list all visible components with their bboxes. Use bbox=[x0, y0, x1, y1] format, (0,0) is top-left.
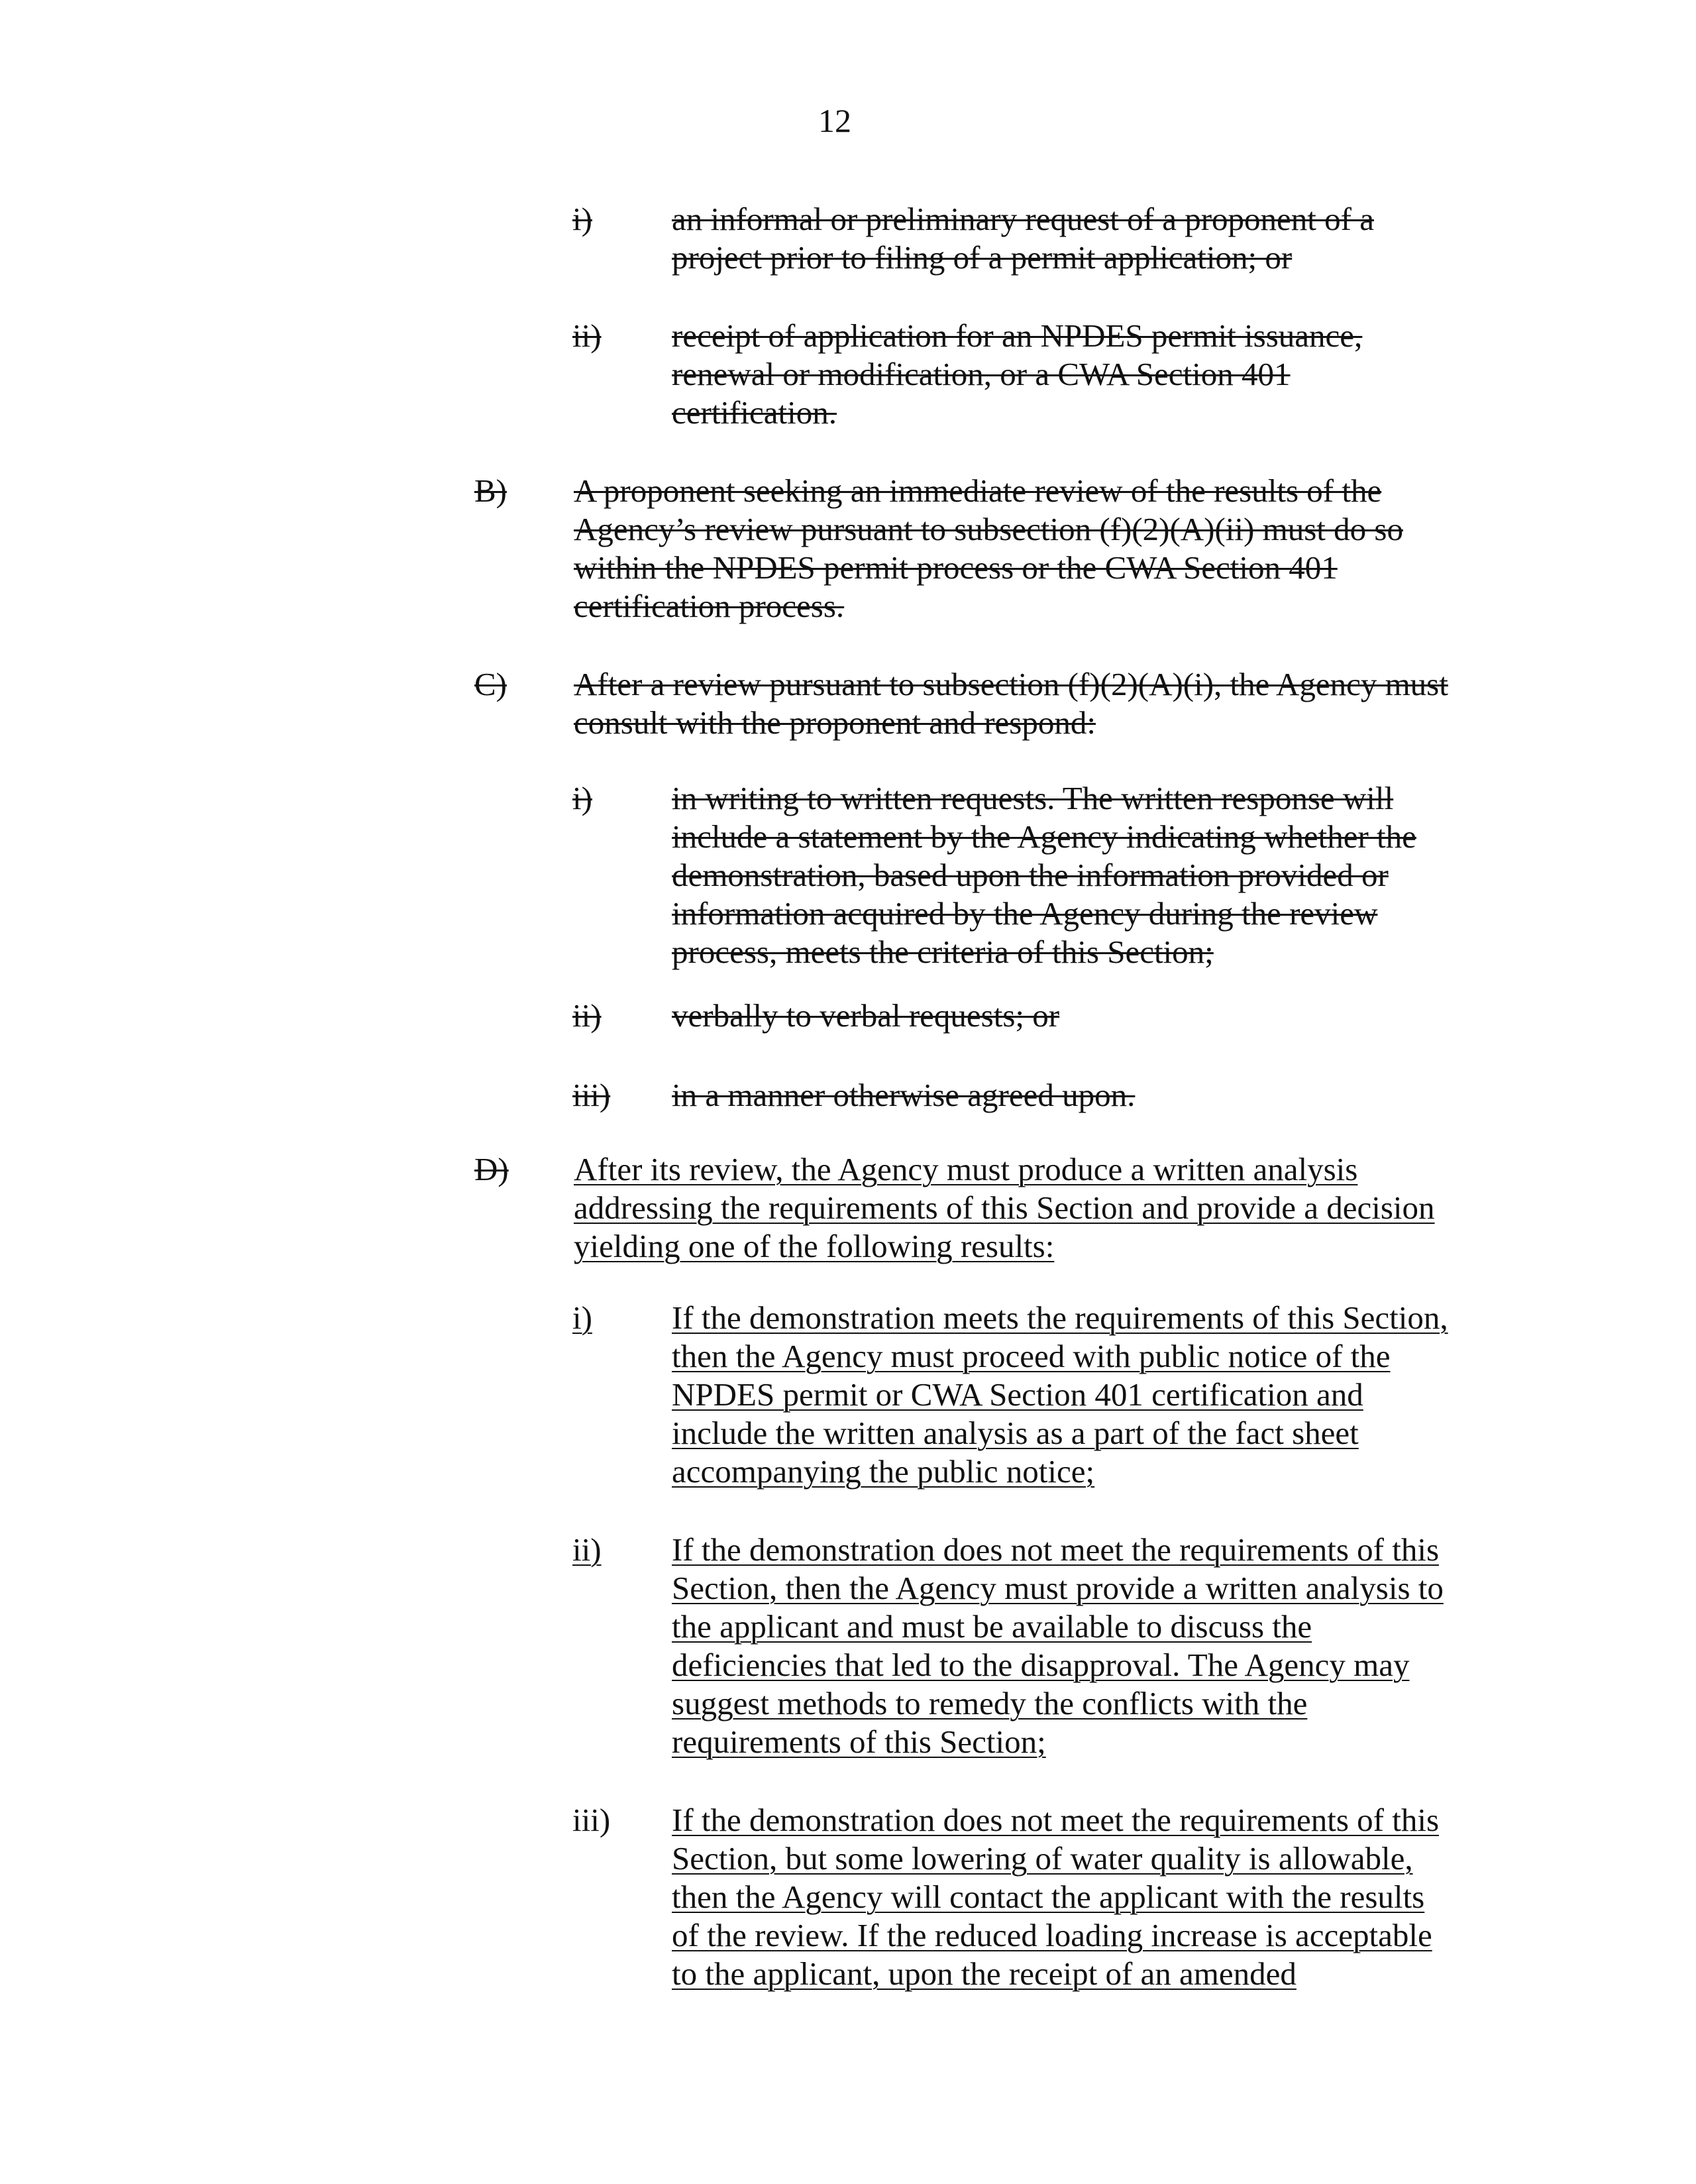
text-line: in writing to written requests. The written response will bbox=[672, 780, 1394, 816]
item-text bbox=[574, 1150, 1488, 1266]
item-text bbox=[672, 1531, 1493, 1761]
text-line: If the demonstration meets the requirements of this Section, bbox=[672, 1299, 1448, 1336]
text-line: addressing the requirements of this Section and provide a decision bbox=[574, 1189, 1435, 1226]
text-line: of the review. If the reduced loading increase is acceptable bbox=[672, 1917, 1432, 1953]
item-text bbox=[574, 472, 1488, 626]
text-line: After its review, the Agency must produce a written analysis bbox=[574, 1151, 1358, 1187]
item-label: iii) bbox=[572, 1077, 611, 1113]
item-text bbox=[574, 665, 1488, 742]
text-line: If the demonstration does not meet the requirements of this bbox=[672, 1531, 1440, 1568]
item-label: i) bbox=[572, 780, 592, 816]
text-line: certification process. bbox=[574, 588, 845, 624]
text-line: to the applicant, upon the receipt of an amended bbox=[672, 1955, 1297, 1992]
text-line: demonstration, based upon the information provided or bbox=[672, 857, 1389, 893]
text-line: receipt of application for an NPDES permit issuance, bbox=[672, 317, 1363, 354]
text-line: accompanying the public notice; bbox=[672, 1453, 1095, 1490]
text-line: yielding one of the following results: bbox=[574, 1228, 1055, 1264]
text-line: renewal or modification, or a CWA Section 401 bbox=[672, 356, 1291, 392]
text-line: requirements of this Section; bbox=[672, 1723, 1046, 1760]
item-label: i) bbox=[572, 201, 592, 237]
item-text bbox=[672, 1801, 1493, 1993]
item-label: C) bbox=[474, 666, 507, 702]
item-text bbox=[672, 317, 1467, 432]
text-line: within the NPDES permit process or the CWA Section 401 bbox=[574, 549, 1338, 586]
page-number: 12 bbox=[818, 102, 851, 139]
text-line: Agency’s review pursuant to subsection (f)(2)(A)(ii) must do so bbox=[574, 511, 1403, 547]
item-text bbox=[672, 200, 1467, 277]
item-label: i) bbox=[572, 1299, 592, 1336]
text-line: deficiencies that led to the disapproval. The Agency may bbox=[672, 1647, 1410, 1683]
item-label: B) bbox=[474, 472, 507, 509]
text-line: suggest methods to remedy the conflicts with the bbox=[672, 1685, 1308, 1721]
text-line: Section, but some lowering of water quality is allowable, bbox=[672, 1840, 1413, 1877]
text-line: If the demonstration does not meet the requirements of this bbox=[672, 1802, 1440, 1838]
text-line: project prior to filing of a permit application; or bbox=[672, 239, 1293, 276]
item-text bbox=[672, 997, 1467, 1035]
text-line: an informal or preliminary request of a proponent of a bbox=[672, 201, 1374, 237]
text-line: in a manner otherwise agreed upon. bbox=[672, 1077, 1136, 1113]
item-text bbox=[672, 1076, 1467, 1115]
text-line: include a statement by the Agency indicating whether the bbox=[672, 818, 1416, 855]
text-line: the applicant and must be available to discuss the bbox=[672, 1608, 1312, 1645]
item-label: D) bbox=[474, 1151, 509, 1187]
text-line: process, meets the criteria of this Section; bbox=[672, 934, 1214, 970]
item-text bbox=[672, 779, 1480, 971]
item-label: iii) bbox=[572, 1802, 611, 1838]
text-line: Section, then the Agency must provide a written analysis to bbox=[672, 1570, 1444, 1606]
text-line: then the Agency must proceed with public notice of the bbox=[672, 1338, 1391, 1374]
text-line: verbally to verbal requests; or bbox=[672, 997, 1060, 1034]
text-line: NPDES permit or CWA Section 401 certification and bbox=[672, 1376, 1363, 1413]
text-line: certification. bbox=[672, 394, 837, 431]
item-label: ii) bbox=[572, 997, 602, 1034]
text-line: After a review pursuant to subsection (f)(2)(A)(i), the Agency must bbox=[574, 666, 1448, 702]
text-line: then the Agency will contact the applicant with the results bbox=[672, 1879, 1425, 1915]
text-line: include the written analysis as a part of the fact sheet bbox=[672, 1415, 1359, 1451]
item-label: ii) bbox=[572, 317, 602, 354]
text-line: A proponent seeking an immediate review of the results of the bbox=[574, 472, 1382, 509]
text-line: information acquired by the Agency during the review bbox=[672, 895, 1378, 932]
text-line: consult with the proponent and respond: bbox=[574, 704, 1096, 741]
label-dash bbox=[519, 1150, 572, 1170]
item-label: ii) bbox=[572, 1531, 602, 1568]
item-text bbox=[672, 1299, 1493, 1491]
